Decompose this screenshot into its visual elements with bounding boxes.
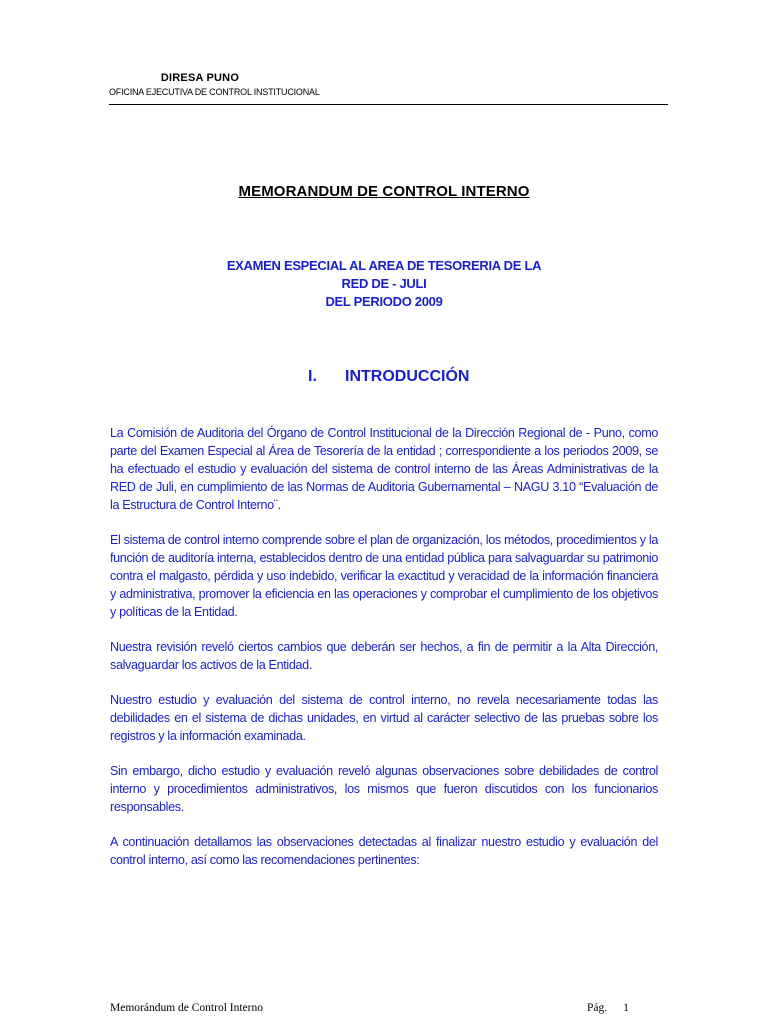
paragraph: El sistema de control interno comprende sobre el plan de organización, los métodos, procedimientos y la función de auditoría interna, establecidos dentro de una entidad pública para salvaguardar su patrimonio contra el malgasto, pérdida y uso indebido, verificar la exactitud y veracidad de la información financiera y administrativa, promover la eficiencia en las operaciones y comprobar el cumplimiento de los objetivos y políticas de la Entidad. (110, 533, 658, 619)
footer-page-number: 1 (623, 1002, 629, 1014)
paragraph: A continuación detallamos las observaciones detectadas al finalizar nuestro estudio y evaluación del control interno, así como las recomendaciones pertinentes: (110, 835, 658, 867)
section-number: I. (308, 368, 317, 385)
header-divider (109, 104, 668, 105)
body-text (110, 424, 658, 886)
footer-page (587, 1002, 629, 1014)
subtitle-line: RED DE - JULI (341, 276, 427, 291)
subtitle-line: EXAMEN ESPECIAL AL AREA DE TESORERIA DE LA (226, 258, 542, 273)
subtitle-line: DEL PERIODO 2009 (325, 294, 443, 309)
document-title: MEMORANDUM DE CONTROL INTERNO (238, 183, 530, 200)
paragraph: La Comisión de Auditoria del Órgano de Control Institucional de la Dirección Regional de - Puno, como parte del Examen Especial al Área de Tesorería de la entidad ; correspondiente a los periodos 2009, se ha efectuado el estudio y evaluación del sistema de control interno de las Áreas Administrativas de la RED de Juli, en cumplimiento de las Normas de Auditoria Gubernamental – NAGU 3.10 “Evaluación de la Estructura de Control Interno¨. (110, 426, 658, 512)
paragraph: Nuestro estudio y evaluación del sistema de control interno, no revela necesariamente todas las debilidades en el sistema de dichas unidades, en virtud al carácter selectivo de las pruebas sobre los registros y la información examinada. (110, 693, 658, 743)
paragraph: Nuestra revisión reveló ciertos cambios que deberán ser hechos, a fin de permitir a la Alta Dirección, salvaguardar los activos de la Entidad. (110, 640, 658, 672)
section-heading (308, 368, 469, 386)
footer-page-label: Pág. (587, 1002, 608, 1014)
section-title: INTRODUCCIÓN (345, 368, 470, 385)
paragraph: Sin embargo, dicho estudio y evaluación reveló algunas observaciones sobre debilidades de control interno y procedimientos administrativos, los mismos que fueron discutidos con los funcionarios responsables. (110, 764, 658, 814)
header-organization: DIRESA PUNO (160, 72, 240, 84)
document-subtitle (0, 257, 768, 311)
header-office: OFICINA EJECUTIVA DE CONTROL INSTITUCIONAL (109, 87, 320, 97)
footer-document-name: Memorándum de Control Interno (110, 1002, 263, 1014)
